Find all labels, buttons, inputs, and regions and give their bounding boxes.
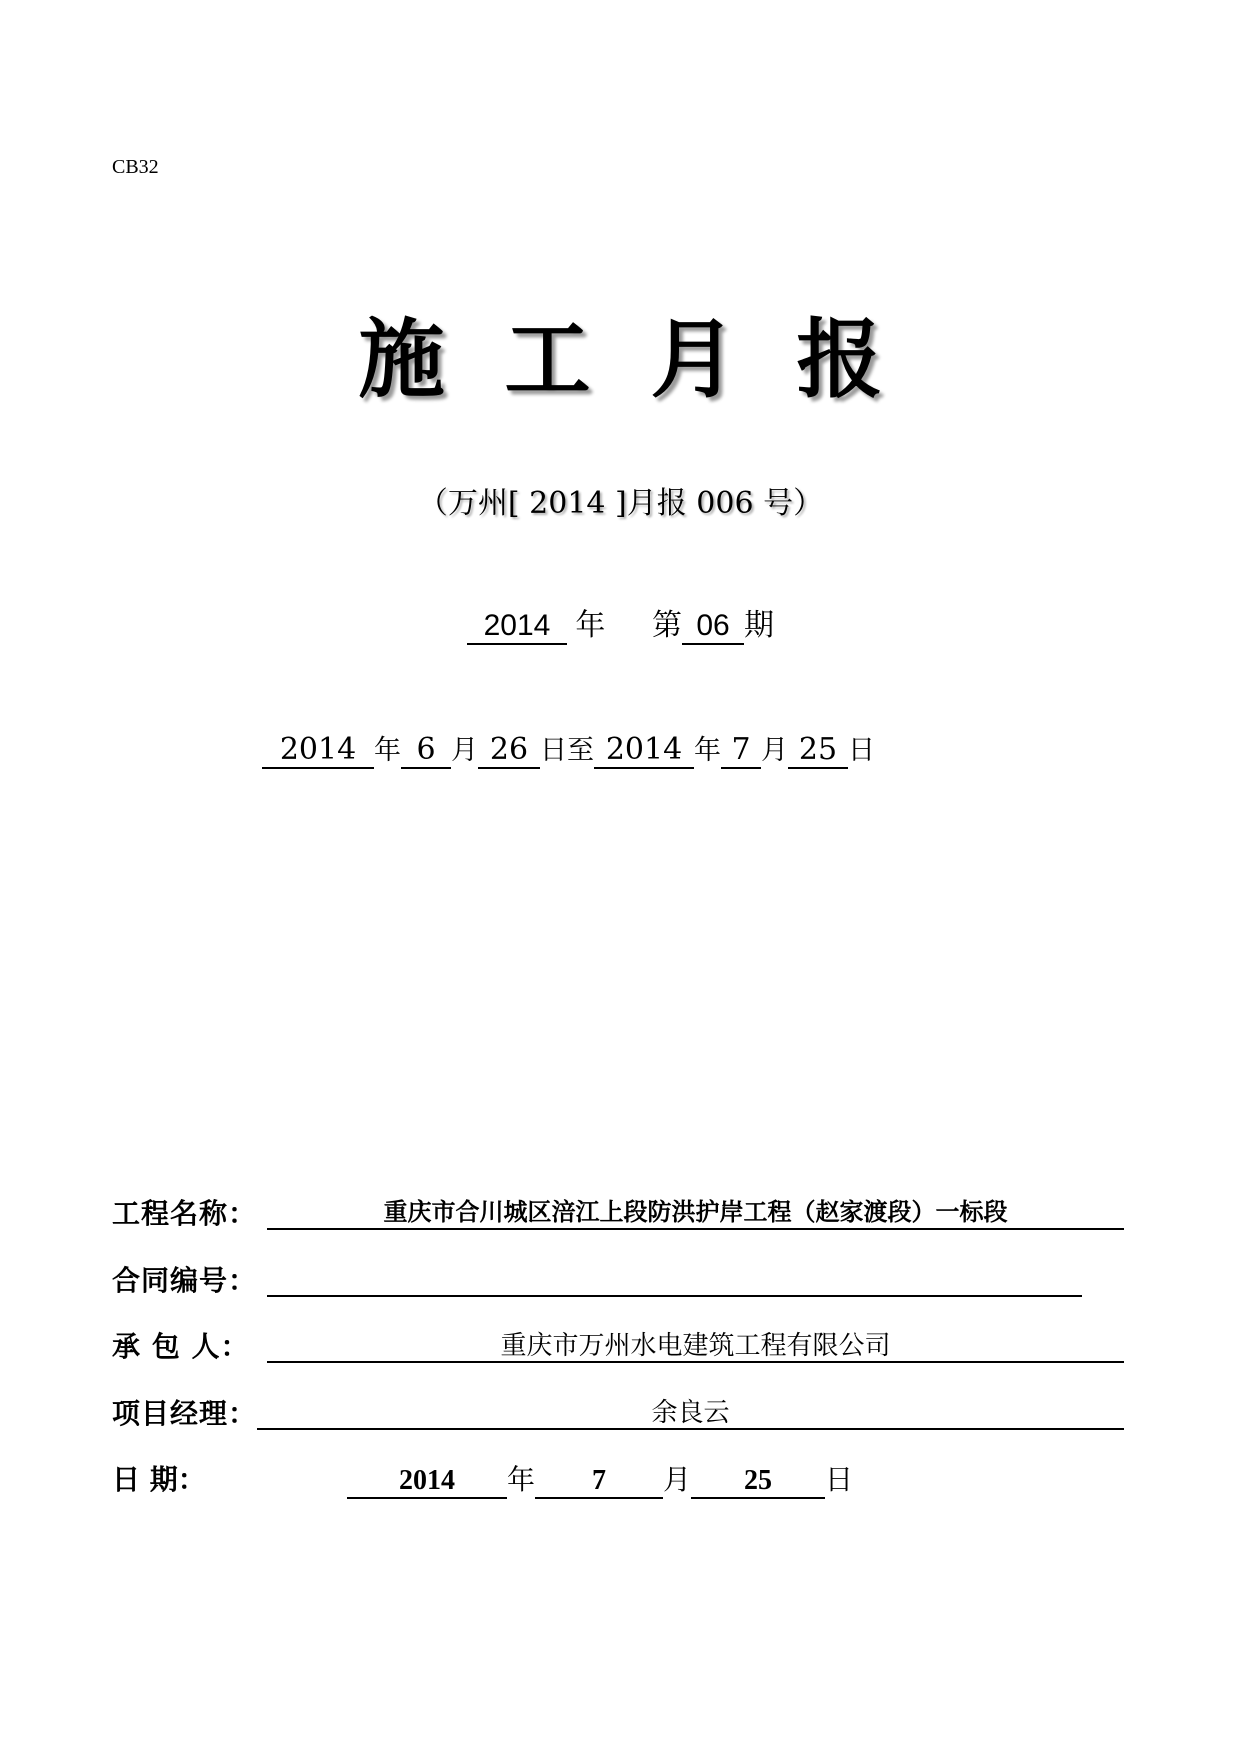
contractor-label: 承 包 人： — [112, 1330, 250, 1363]
issue-number: 06 — [682, 609, 744, 645]
issue-year-unit: 年 — [575, 608, 606, 643]
contractor-value: 重庆市万州水电建筑工程有限公司 — [267, 1325, 1124, 1363]
project-manager-value: 余良云 — [257, 1392, 1124, 1430]
period-year-unit: 年 — [694, 735, 721, 766]
period-day-unit: 日 — [540, 735, 567, 766]
project-name-value: 重庆市合川城区涪江上段防洪护岸工程（赵家渡段）一标段 — [267, 1192, 1124, 1230]
title-char: 月 — [650, 309, 737, 410]
date-label: 日 期： — [112, 1463, 206, 1496]
period-day-unit: 日 — [848, 735, 875, 766]
contract-number-row — [112, 1259, 1124, 1305]
date-year: 2014 — [347, 1465, 507, 1499]
period-month-unit: 月 — [761, 735, 788, 766]
period-to-year: 2014 — [594, 732, 694, 769]
issue-prefix: 第 — [652, 608, 683, 643]
title-char: 工 — [504, 309, 591, 410]
project-manager-row — [112, 1392, 1124, 1438]
period-line — [262, 728, 875, 769]
issue-line — [0, 600, 1241, 645]
project-name-label: 工程名称： — [112, 1197, 258, 1230]
period-to-day: 25 — [788, 732, 848, 769]
period-from-year: 2014 — [262, 732, 374, 769]
issue-unit: 期 — [744, 608, 775, 643]
issue-year: 2014 — [467, 609, 567, 645]
report-number: （万州[ 2014 ]月报 006 号） — [417, 486, 824, 521]
period-month-unit: 月 — [451, 735, 478, 766]
form-code: CB32 — [112, 156, 159, 178]
title-char: 施 — [358, 309, 445, 410]
date-month: 7 — [535, 1465, 663, 1499]
contractor-row — [112, 1325, 1124, 1371]
period-from-month: 6 — [401, 732, 451, 769]
contract-number-value — [267, 1259, 1082, 1297]
period-to-word: 至 — [567, 735, 594, 766]
period-year-unit: 年 — [374, 735, 401, 766]
date-day-unit: 日 — [825, 1463, 854, 1496]
date-row — [112, 1458, 1124, 1504]
period-to-month: 7 — [721, 732, 761, 769]
period-from-day: 26 — [478, 732, 540, 769]
date-value — [347, 1458, 853, 1499]
date-month-unit: 月 — [663, 1463, 692, 1496]
date-year-unit: 年 — [507, 1463, 536, 1496]
date-day: 25 — [691, 1465, 825, 1499]
contract-number-label: 合同编号： — [112, 1264, 258, 1297]
title-char: 报 — [796, 309, 883, 410]
document-title — [0, 290, 1241, 414]
project-name-row — [112, 1192, 1124, 1238]
project-manager-label: 项目经理： — [112, 1397, 258, 1430]
